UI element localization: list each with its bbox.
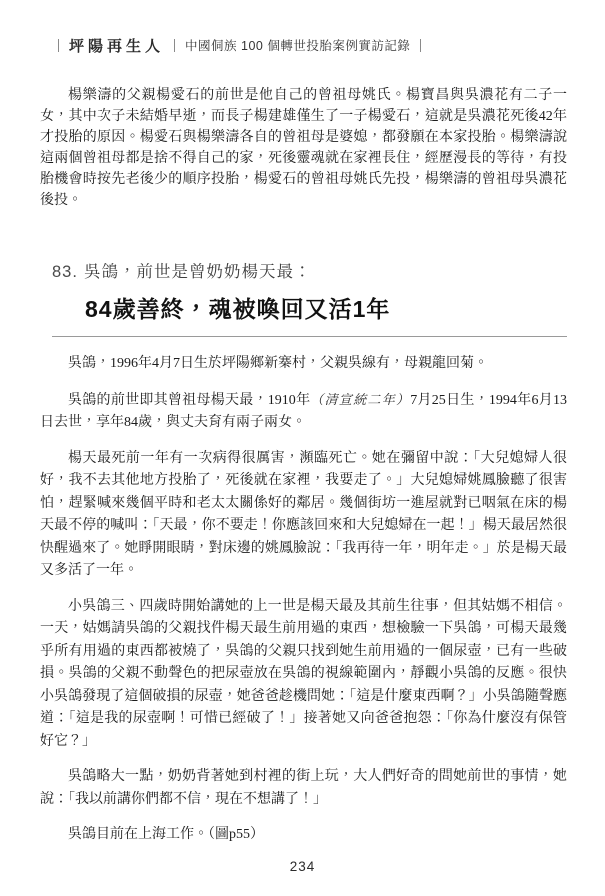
era-note: （清宣統二年） xyxy=(310,391,411,407)
chapter-title xyxy=(52,258,567,282)
chapter-heading xyxy=(52,258,567,324)
page-number: 234 xyxy=(289,859,316,874)
series-title: 坪陽再生人 xyxy=(69,38,165,55)
paragraph-deathbed: 楊天最死前一年有一次病得很厲害，瀕臨死亡。她在彌留中說：「大兒媳婦人很好，我不去其他地方投胎了，死後就在家裡，我要走了。」大兒媳婦姚鳳臉聽了很害怕，趕緊喊來幾個平時和老太太關係好的鄰居。幾個街坊一進屋就對已咽氣在床的楊天最不停的喊叫：「天最，你不要走！你應該回來和大兒媳婦在一起！」楊天最居然很快醒過來了。她睜開眼睛，對床邊的姚鳳臉說：「我再待一年，明年走。」於是楊天最又多活了一年。 xyxy=(40,450,567,578)
paragraph-past-life xyxy=(40,389,567,435)
header-divider-right xyxy=(420,39,421,52)
chapter-number: 83. xyxy=(52,263,78,281)
book-subtitle: 中國侗族 100 個轉世投胎案例實訪記錄 xyxy=(185,39,411,53)
chapter-subtitle: 84歲善終，魂被喚回又活1年 xyxy=(85,296,391,322)
header-divider-middle xyxy=(174,39,175,52)
chapter-title-text: 吳鴿，前世是曾奶奶楊天最： xyxy=(83,263,312,281)
paragraph-urn-test: 小吳鴿三、四歲時開始講她的上一世是楊天最及其前生往事，但其姑媽不相信。一天，姑媽請吳鴿的父親找件楊天最生前用過的東西，想檢驗一下吳鴿，可楊天最幾乎所有用過的東西都被燒了，吳鴿的父親只找到她生前用過的一個尿壺，已有一些破損。吳鴿的父親不動聲色的把尿壺放在吳鴿的視線範圍內，靜觀小吳鴿的反應。很快小吳鴿發現了這個破損的尿壺，她爸爸趁機問她：「這是什麼東西啊？」小吳鴿隨聲應道：「這是我的尿壺啊！可惜已經破了！」接著她又向爸爸抱怨：「你為什麼沒有保管好它？」 xyxy=(40,598,567,749)
section-divider xyxy=(52,336,567,337)
chapter-body xyxy=(40,353,567,847)
past-life-text-after: 7月25日生，1994年6月13日去世，享年84歲，與丈夫育有兩子兩女。 xyxy=(40,392,567,430)
paragraph-birth: 吳鴿，1996年4月7日生於坪陽鄉新寨村，父親吳線有，母親龍回菊。 xyxy=(68,356,488,371)
paragraph-street: 吳鴿略大一點，奶奶背著她到村裡的街上玩，大人們好奇的問她前世的事情，她說：「我以前講你們都不信，現在不想講了！」 xyxy=(40,769,567,807)
paragraph-now: 吳鴿目前在上海工作。（圖p55） xyxy=(68,827,264,842)
past-life-text-before: 吳鴿的前世即其曾祖母楊天最，1910年 xyxy=(68,392,311,408)
header-divider-left xyxy=(58,39,59,52)
running-header xyxy=(48,36,567,54)
intro-paragraph: 楊樂濤的父親楊愛石的前世是他自己的曾祖母姚氏。楊寶昌與吳濃花有二子一女，其中次子未結婚早逝，而長子楊建雄僅生了一子楊愛石，這就是吳濃花死後42年才投胎的原因。楊愛石與楊樂濤各自的曾祖母是婆媳，都發願在本家投胎。楊樂濤說這兩個曾祖母都是捨不得自己的家，死後靈魂就在家裡長住，經歷漫長的等待，有投胎機會時按先老後少的順序投胎，楊愛石的曾祖母姚氏先投，楊樂濤的曾祖母吳濃花後投。 xyxy=(40,88,567,208)
